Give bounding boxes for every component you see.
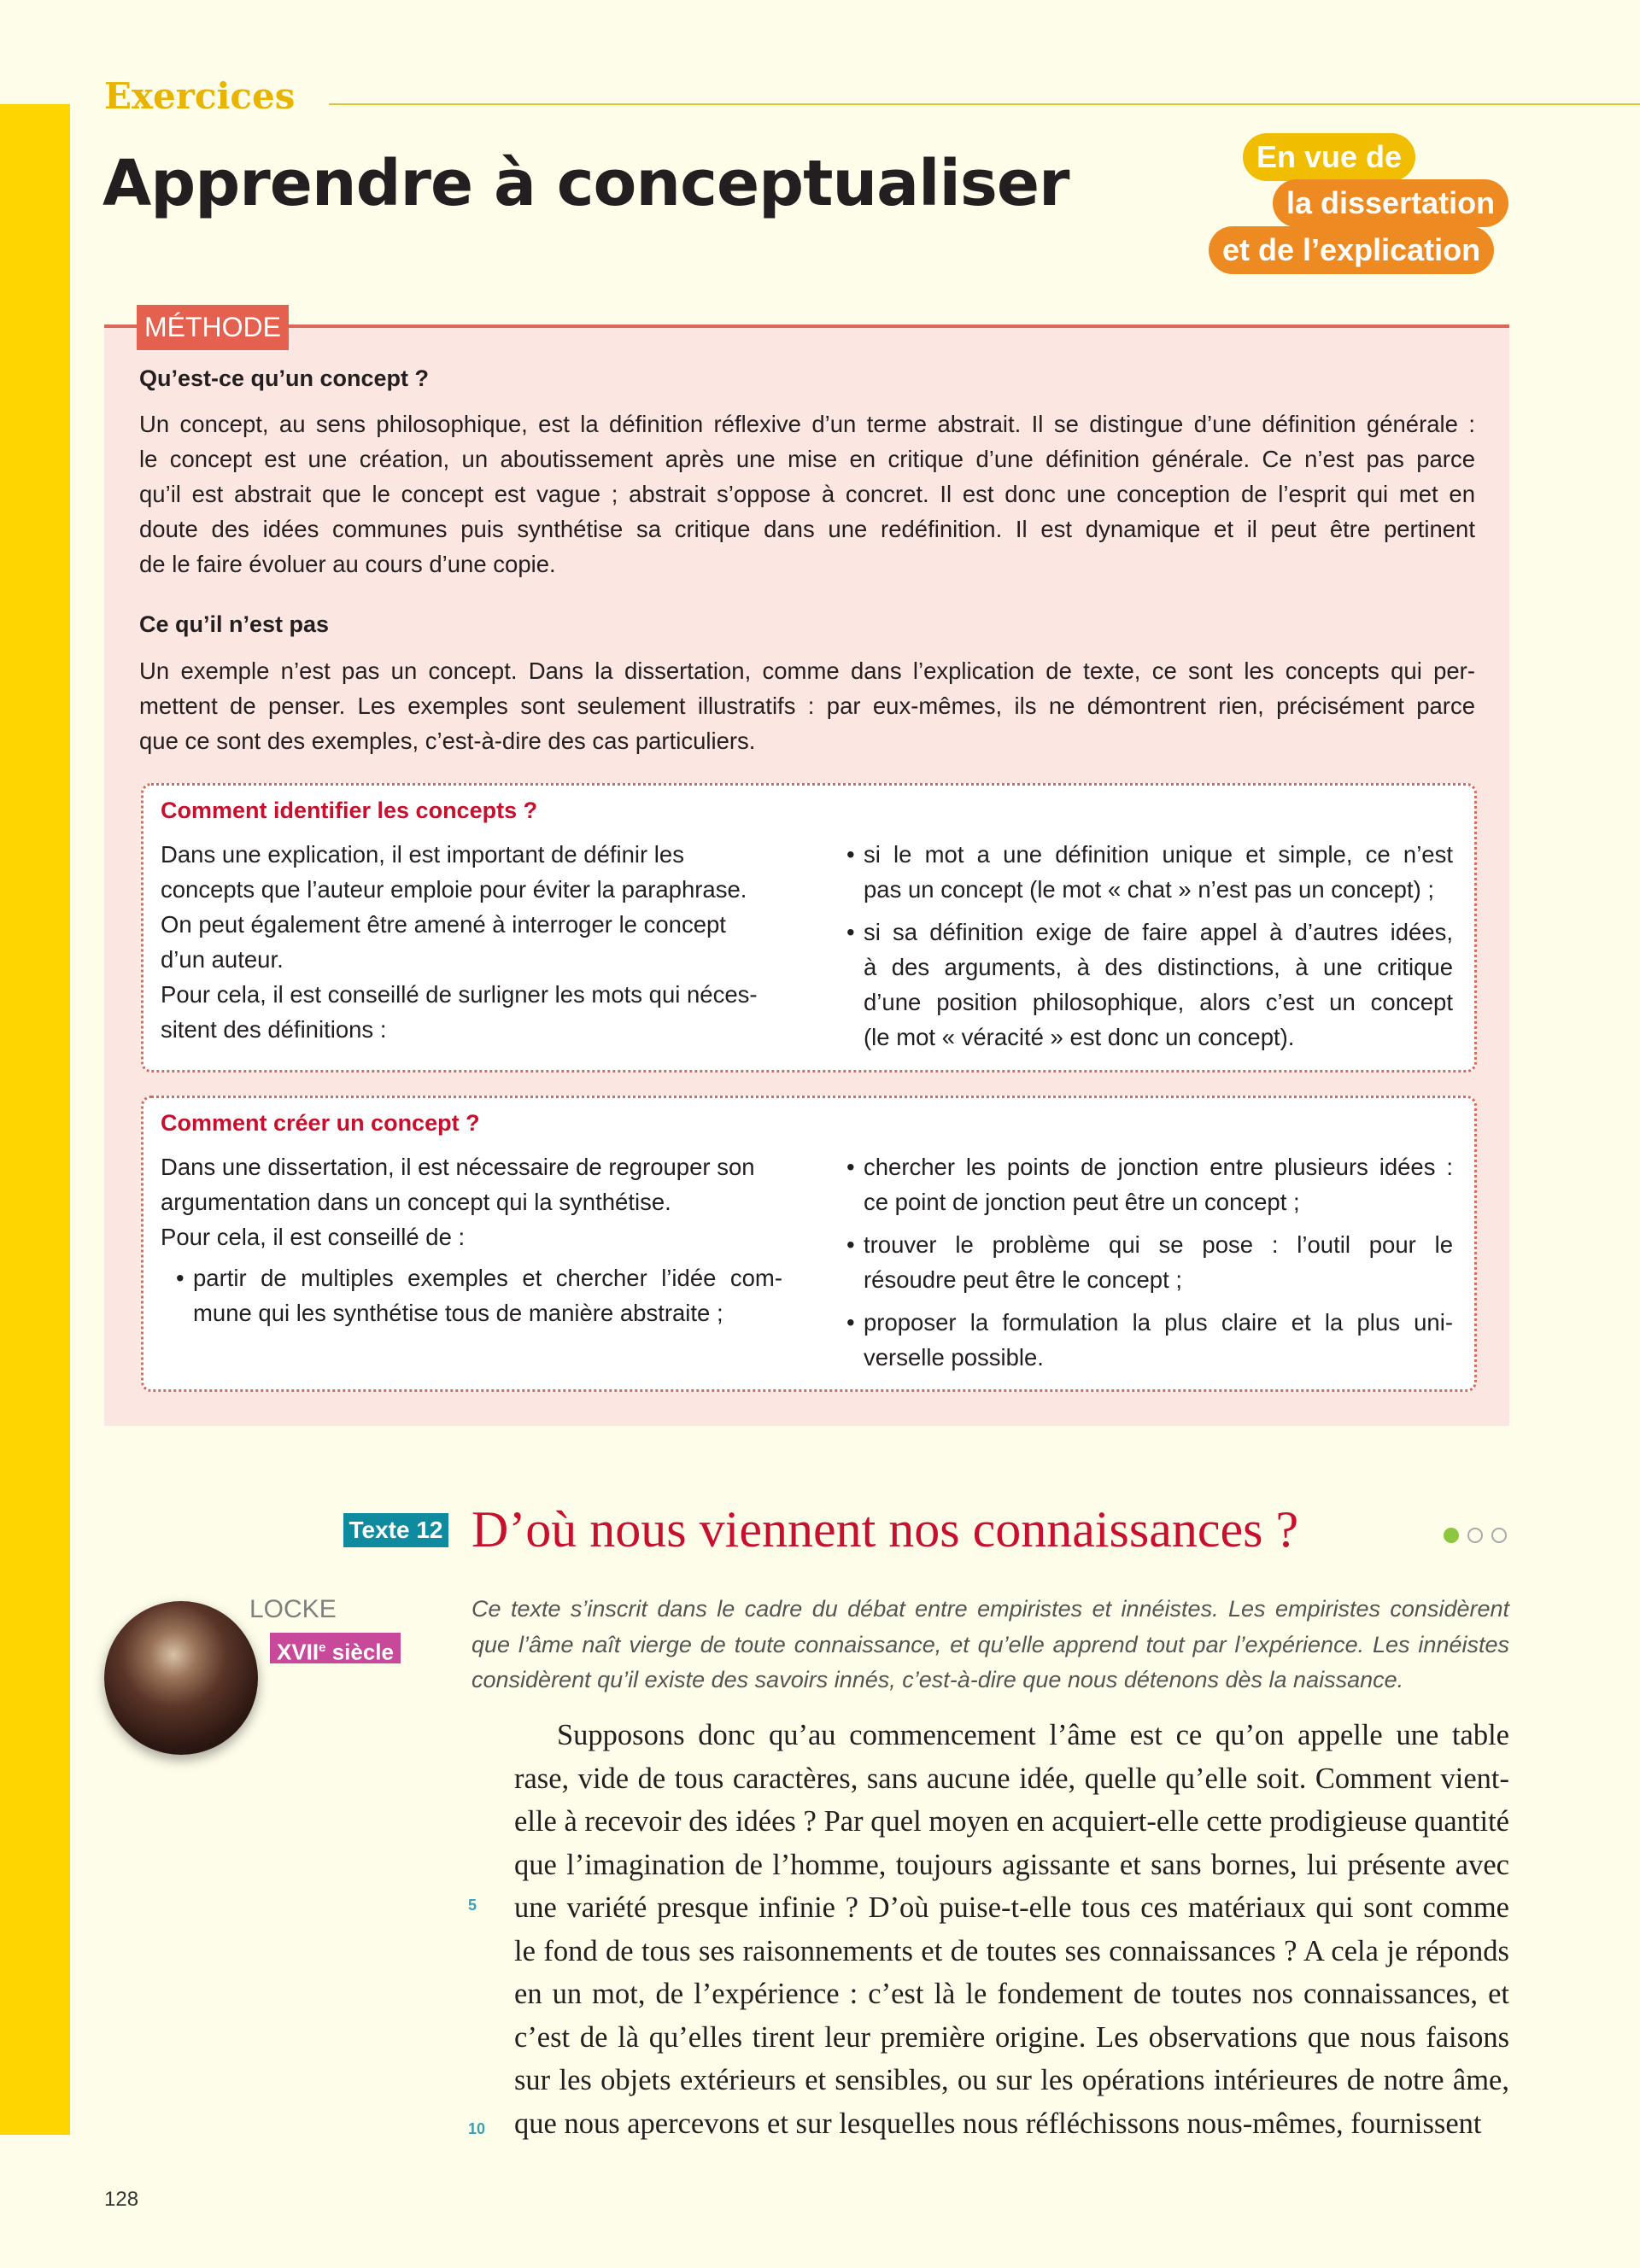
text-number-tag: Texte 12 [343, 1513, 448, 1547]
text-line: • partir de multiples exemples et chercher l’idée com- [193, 1265, 782, 1291]
text-line: concepts que l’auteur emploie pour éviter la paraphrase. [161, 876, 747, 903]
text-line: Dans une dissertation, il est nécessaire de regrouper son [161, 1154, 755, 1180]
text-line: Ce texte s’inscrit dans le cadre du débat entre empiristes et innéistes. Les empiristes considèrent [472, 1596, 1509, 1622]
text-line: elle à recevoir des idées ? Par quel moyen en acquiert-elle cette prodigieuse quantité [514, 1805, 1509, 1838]
text-intro [472, 1592, 1509, 1698]
text-line: Un concept, au sens philosophique, est la définition réflexive d’un terme abstrait. Il se distingue d’une définition générale : [139, 411, 1475, 437]
text-line: mettent de penser. Les exemples sont seulement illustratifs : par eux-mêmes, ils ne démontrent rien, précisément parce [139, 693, 1475, 719]
century-roman: XVII [277, 1639, 319, 1665]
box-title: Comment créer un concept ? [161, 1110, 480, 1136]
text-line: le concept est une création, un aboutissement après une mise en critique d’une définition générale. Ce n’est pas parce [139, 446, 1475, 472]
page-title: Apprendre à conceptualiser [102, 147, 1069, 220]
text-line: mune qui les synthétise tous de manière abstraite ; [193, 1300, 723, 1326]
text-line: doute des idées communes puis synthétise sa critique dans une redéfinition. Il est dynamique et il peut être pertinent [139, 516, 1475, 542]
text-line: que l’imagination de l’homme, toujours agissante et sans bornes, lui présente avec [514, 1848, 1509, 1881]
century-tag [270, 1633, 401, 1663]
text-line: d’une position philosophique, alors c’est un concept [864, 989, 1453, 1015]
yellow-margin-bar [0, 104, 70, 2135]
text-line: une variété presque infinie ? D’où puise-t-elle tous ces matériaux qui sont comme [514, 1891, 1509, 1924]
text-line: le fond de tous ses raisonnements et de toutes ses connaissances ? A cela je réponds [514, 1934, 1509, 1967]
text-line: que nous apercevons et sur lesquelles nous réfléchissons nous-mêmes, fournissent [514, 2107, 1482, 2140]
text-line: que l’âme naît vierge de toute connaissance, et qu’elle apprend tout par l’expérience. Les innéistes [472, 1631, 1509, 1657]
box-right-bullets [846, 837, 1453, 1062]
century-suffix: siècle [325, 1639, 394, 1665]
line-number: 10 [468, 2120, 486, 2137]
text-line: Un exemple n’est pas un concept. Dans la dissertation, comme dans l’explication de texte, ce sont les concepts qui per- [139, 658, 1475, 684]
section-heading: Ce qu’il n’est pas [139, 611, 330, 637]
text-line: • si sa définition exige de faire appel à d’autres idées, [864, 919, 1453, 945]
create-concept-box [141, 1096, 1477, 1392]
text-line: en un mot, de l’expérience : c’est là le fondement de toutes nos connaissances, et [514, 1978, 1509, 2010]
box-left-text [161, 837, 782, 1047]
text-line: pas un concept (le mot « chat » n’est pas un concept) ; [864, 876, 1435, 903]
text-line: Dans une explication, il est important de définir les [161, 841, 684, 868]
bullet-item [846, 1149, 1453, 1219]
text-line: Pour cela, il est conseillé de : [161, 1224, 466, 1250]
text-line: • chercher les points de jonction entre plusieurs idées : [864, 1154, 1453, 1180]
text-line: • trouver le problème qui se pose : l’outil pour le [864, 1231, 1453, 1258]
paragraph [139, 406, 1475, 582]
text-line: verselle possible. [864, 1344, 1044, 1371]
text-line: ce point de jonction peut être un concept ; [864, 1189, 1300, 1215]
section-label: Exercices [104, 75, 296, 117]
filled-dot-icon [1444, 1528, 1459, 1543]
text-line: considèrent qu’il existe des savoirs innés, c’est-à-dire que nous détenons dès la naissance. [472, 1667, 1404, 1692]
text-line: Pour cela, il est conseillé de surligner les mots qui néces- [161, 981, 758, 1008]
methode-tag: MÉTHODE [137, 305, 289, 350]
bullet-item [846, 915, 1453, 1055]
identify-concepts-box [141, 783, 1477, 1073]
text-line: d’un auteur. [161, 946, 284, 973]
text-line: résoudre peut être le concept ; [864, 1266, 1183, 1293]
century-sup: e [319, 1640, 326, 1655]
bullet-item [846, 1305, 1453, 1375]
text-line: (le mot « véracité » est donc un concept). [864, 1024, 1295, 1050]
bullet-item [846, 837, 1453, 907]
text-body [514, 1714, 1509, 2145]
text-line: • proposer la formulation la plus claire et la plus uni- [864, 1309, 1453, 1336]
text-line: Supposons donc qu’au commencement l’âme est ce qu’on appelle une table [557, 1719, 1509, 1751]
bullet-item [846, 1227, 1453, 1297]
text-line: c’est de là qu’elles tirent leur première origine. Les observations que nous faisons [514, 2020, 1509, 2054]
section-heading: Qu’est-ce qu’un concept ? [139, 365, 430, 391]
badge-en-vue-de: En vue de [1243, 133, 1415, 181]
text-line: On peut également être amené à interroger le concept [161, 911, 726, 938]
bullet-item [176, 1260, 782, 1330]
text-title: D’où nous viennent nos connaissances ? [472, 1501, 1299, 1558]
empty-dot-icon [1491, 1528, 1507, 1543]
methode-rule [104, 324, 1509, 328]
page-number: 128 [104, 2188, 139, 2211]
author-name: LOCKE [249, 1595, 337, 1623]
badge-explication: et de l’explication [1209, 226, 1494, 274]
empty-dot-icon [1467, 1528, 1483, 1543]
paragraph [139, 653, 1475, 758]
header-rule [329, 103, 1640, 105]
badge-dissertation: la dissertation [1273, 179, 1508, 227]
box-left-text [161, 1149, 782, 1254]
box-title: Comment identifier les concepts ? [161, 798, 538, 823]
text-line: rase, vide de tous caractères, sans aucune idée, quelle qu’elle soit. Comment vient- [514, 1762, 1509, 1795]
box-right-bullets [846, 1149, 1453, 1382]
box-left-bullets [176, 1260, 782, 1338]
text-line: de le faire évoluer au cours d’une copie. [139, 551, 556, 577]
text-line: qu’il est abstrait que le concept est vague ; abstrait s’oppose à concret. Il est donc une conception de l’esprit qui met en [139, 481, 1475, 507]
line-number: 5 [468, 1897, 477, 1914]
text-line: à des arguments, à des distinctions, à une critique [864, 954, 1453, 980]
text-line: argumentation dans un concept qui la synthétise. [161, 1189, 671, 1215]
text-line: • si le mot a une définition unique et simple, ce n’est [864, 841, 1453, 868]
text-line: que ce sont des exemples, c’est-à-dire des cas particuliers. [139, 728, 756, 754]
author-portrait [104, 1601, 258, 1755]
text-line: sur les objets extérieurs et sensibles, ou sur les opérations intérieures de notre âme, [514, 2064, 1509, 2096]
text-line: sitent des définitions : [161, 1016, 387, 1043]
